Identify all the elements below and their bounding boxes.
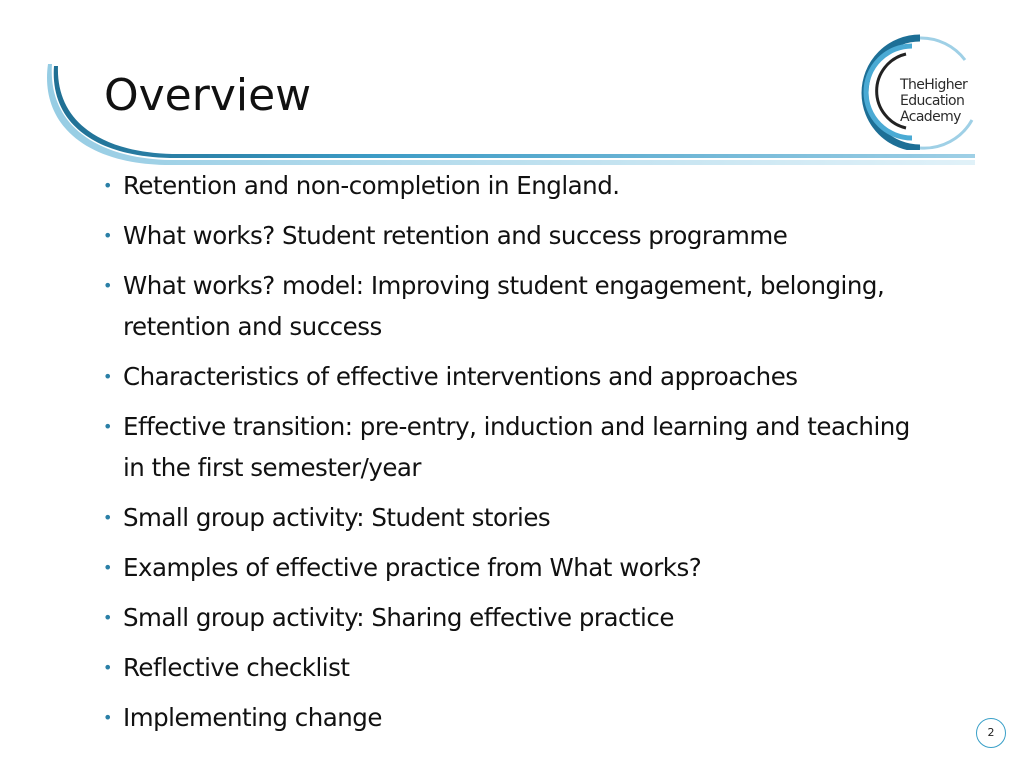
bullet-text: Characteristics of effective interventions and approaches <box>123 362 798 391</box>
bullet-item <box>100 406 930 488</box>
bullet-item <box>100 356 930 397</box>
hea-logo-text <box>900 77 984 125</box>
bullet-dot-icon: • <box>103 608 112 627</box>
bullet-item <box>100 647 930 688</box>
slide-title: Overview <box>104 70 312 121</box>
overview-bullet-list <box>100 165 930 747</box>
bullet-dot-icon: • <box>103 176 112 195</box>
bullet-dot-icon: • <box>103 658 112 677</box>
bullet-dot-icon: • <box>103 508 112 527</box>
bullet-text: What works? Student retention and success programme <box>123 221 788 250</box>
bullet-text: Examples of effective practice from What works? <box>123 553 702 582</box>
bullet-text: Small group activity: Student stories <box>123 503 551 532</box>
bullet-text: Reflective checklist <box>123 653 350 682</box>
bullet-item <box>100 697 930 738</box>
page-number: 2 <box>976 718 1006 748</box>
bullet-dot-icon: • <box>103 276 112 295</box>
bullet-text: Small group activity: Sharing effective practice <box>123 603 674 632</box>
bullet-dot-icon: • <box>103 708 112 727</box>
bullet-dot-icon: • <box>103 226 112 245</box>
bullet-item <box>100 547 930 588</box>
logo-line-3: Academy <box>900 109 961 125</box>
bullet-text: Retention and non-completion in England. <box>123 171 620 200</box>
bullet-item <box>100 215 930 256</box>
bullet-item <box>100 165 930 206</box>
bullet-dot-icon: • <box>103 558 112 577</box>
bullet-dot-icon: • <box>103 417 112 436</box>
bullet-text: Effective transition: pre-entry, induction and learning and teaching in the first semester/year <box>123 412 910 482</box>
bullet-item <box>100 497 930 538</box>
bullet-item <box>100 597 930 638</box>
bullet-item <box>100 265 930 347</box>
bullet-text: Implementing change <box>123 703 382 732</box>
logo-line-1: TheHigher <box>900 77 968 93</box>
logo-line-2: Education <box>900 93 965 109</box>
bullet-text: What works? model: Improving student engagement, belonging, retention and success <box>123 271 885 341</box>
bullet-dot-icon: • <box>103 367 112 386</box>
